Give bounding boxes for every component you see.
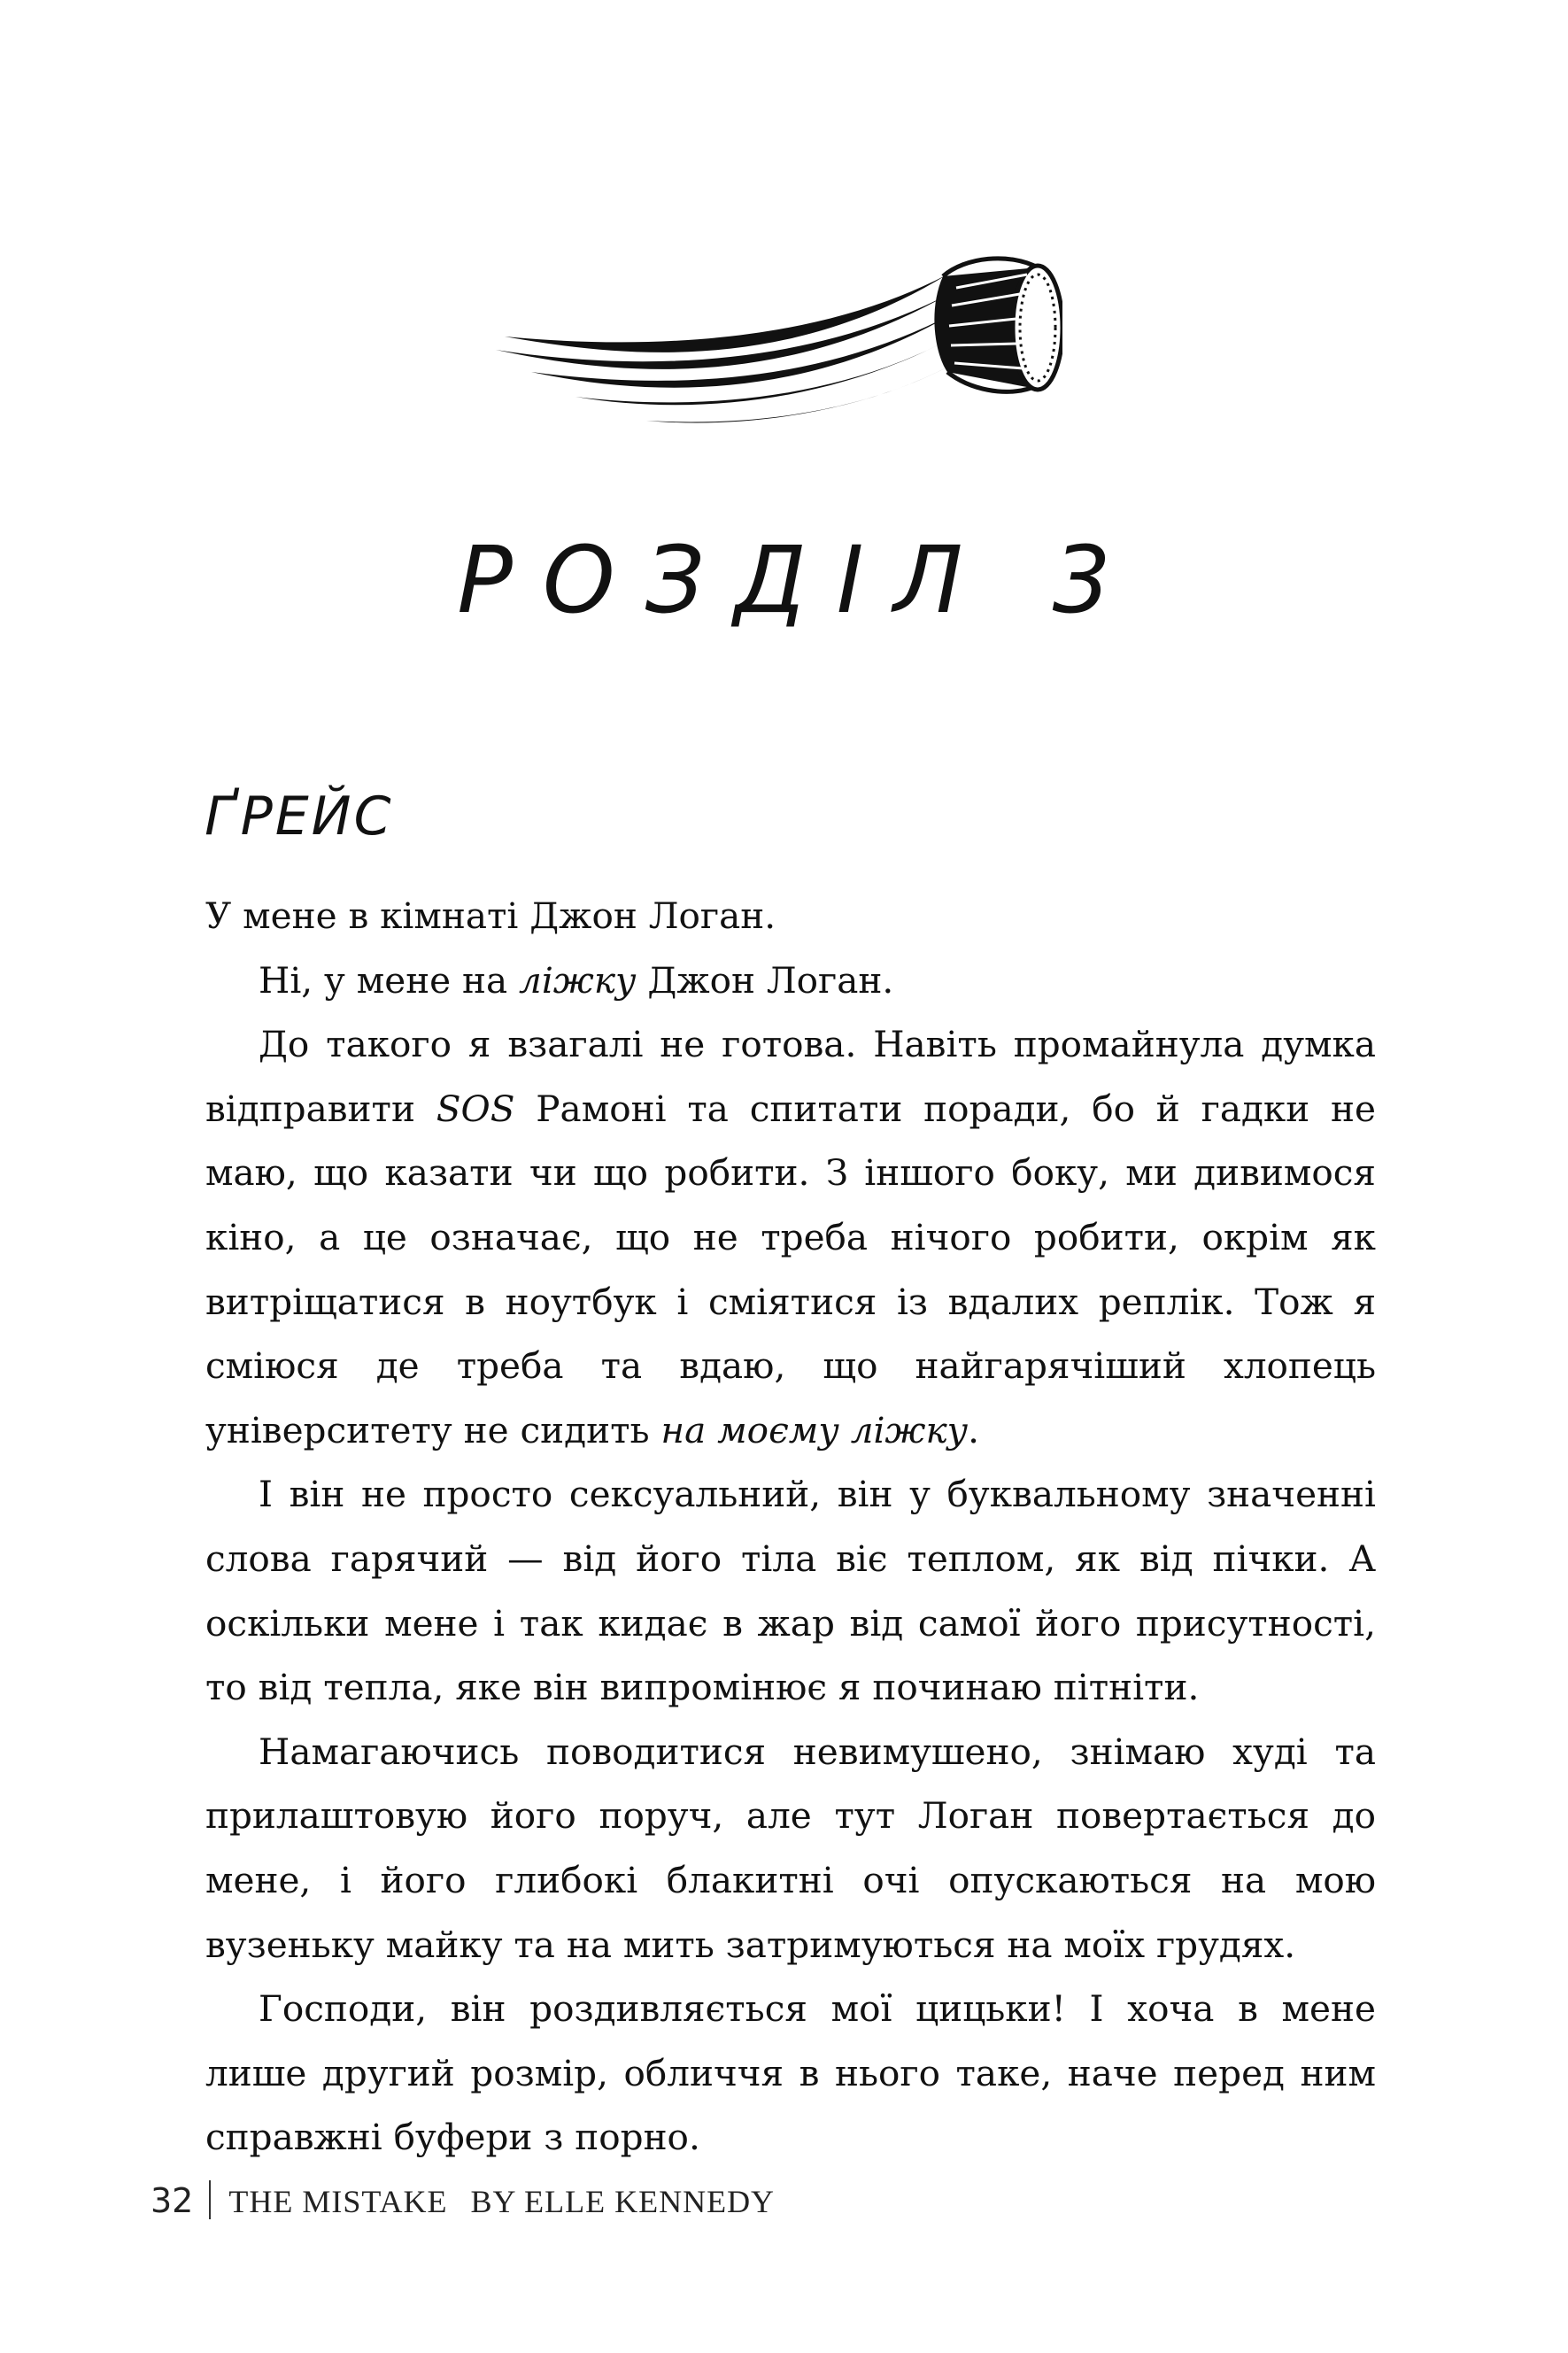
paragraph-text: Рамоні та спитати поради, бо й гадки не маю, що казати чи що робити. З іншого боку, ми дивимося кіно, а це означає, що не треба нічого робити, окрім як витріщатися в ноутбук і сміятися із вдалих реплік. Тож я сміюся де треба та вдаю, що найгарячіший хлопець університету не сидить (205, 1087, 1377, 1451)
paragraph (205, 1977, 1376, 2170)
paragraph (205, 1720, 1376, 1977)
page-number: 32 (151, 2181, 194, 2220)
book-title: THE MISTAKE (228, 2184, 448, 2219)
paragraph-text: Джон Логан. (636, 958, 894, 1002)
running-footer (151, 2179, 775, 2224)
paragraph (205, 1012, 1376, 1462)
paragraph-text: Господи, він роздивляється мої цицьки! І хоча в мене лише другий розмір, обличчя в нього таке, наче перед ним справжні буфери з порно. (205, 1987, 1376, 2159)
paragraph (205, 948, 1376, 1013)
emphasis-text: ліжку (519, 958, 637, 1002)
paragraph-text: . (968, 1408, 980, 1451)
chapter-title: РОЗДІЛ 3 (457, 526, 1141, 634)
paragraph (205, 884, 1376, 948)
emphasis-text: SOS (436, 1087, 515, 1130)
footer-divider (209, 2180, 211, 2219)
paragraph-text: До такого я взагалі не готова. Навіть промайнула думка відправити (205, 1023, 1376, 1130)
hockey-puck-icon (496, 239, 1062, 461)
paragraph-text: Намагаючись поводитися невимушено, знімаю худі та прилаштовую його поруч, але тут Логан повертається до мене, і його глибокі блакитні очі опускаються на мою вузеньку майку та на мить затримуються на моїх грудях. (205, 1730, 1376, 1966)
paragraph (205, 1462, 1376, 1719)
chapter-body (205, 884, 1376, 2170)
emphasis-text: на моєму ліжку (660, 1408, 969, 1451)
paragraph-text: Ні, у мене на (259, 958, 520, 1002)
paragraph-text: У мене в кімнаті Джон Логан. (205, 894, 776, 937)
book-author: BY ELLE KENNEDY (470, 2184, 776, 2219)
narrator-name: ҐРЕЙС (205, 786, 394, 848)
paragraph-text: І він не просто сексуальний, він у буквальному значенні слова гарячий — від його тіла віє теплом, як від пічки. А оскільки мене і так кидає в жар від самої його присутності, то від тепла, яке він випромінює я починаю пітніти. (205, 1473, 1376, 1709)
